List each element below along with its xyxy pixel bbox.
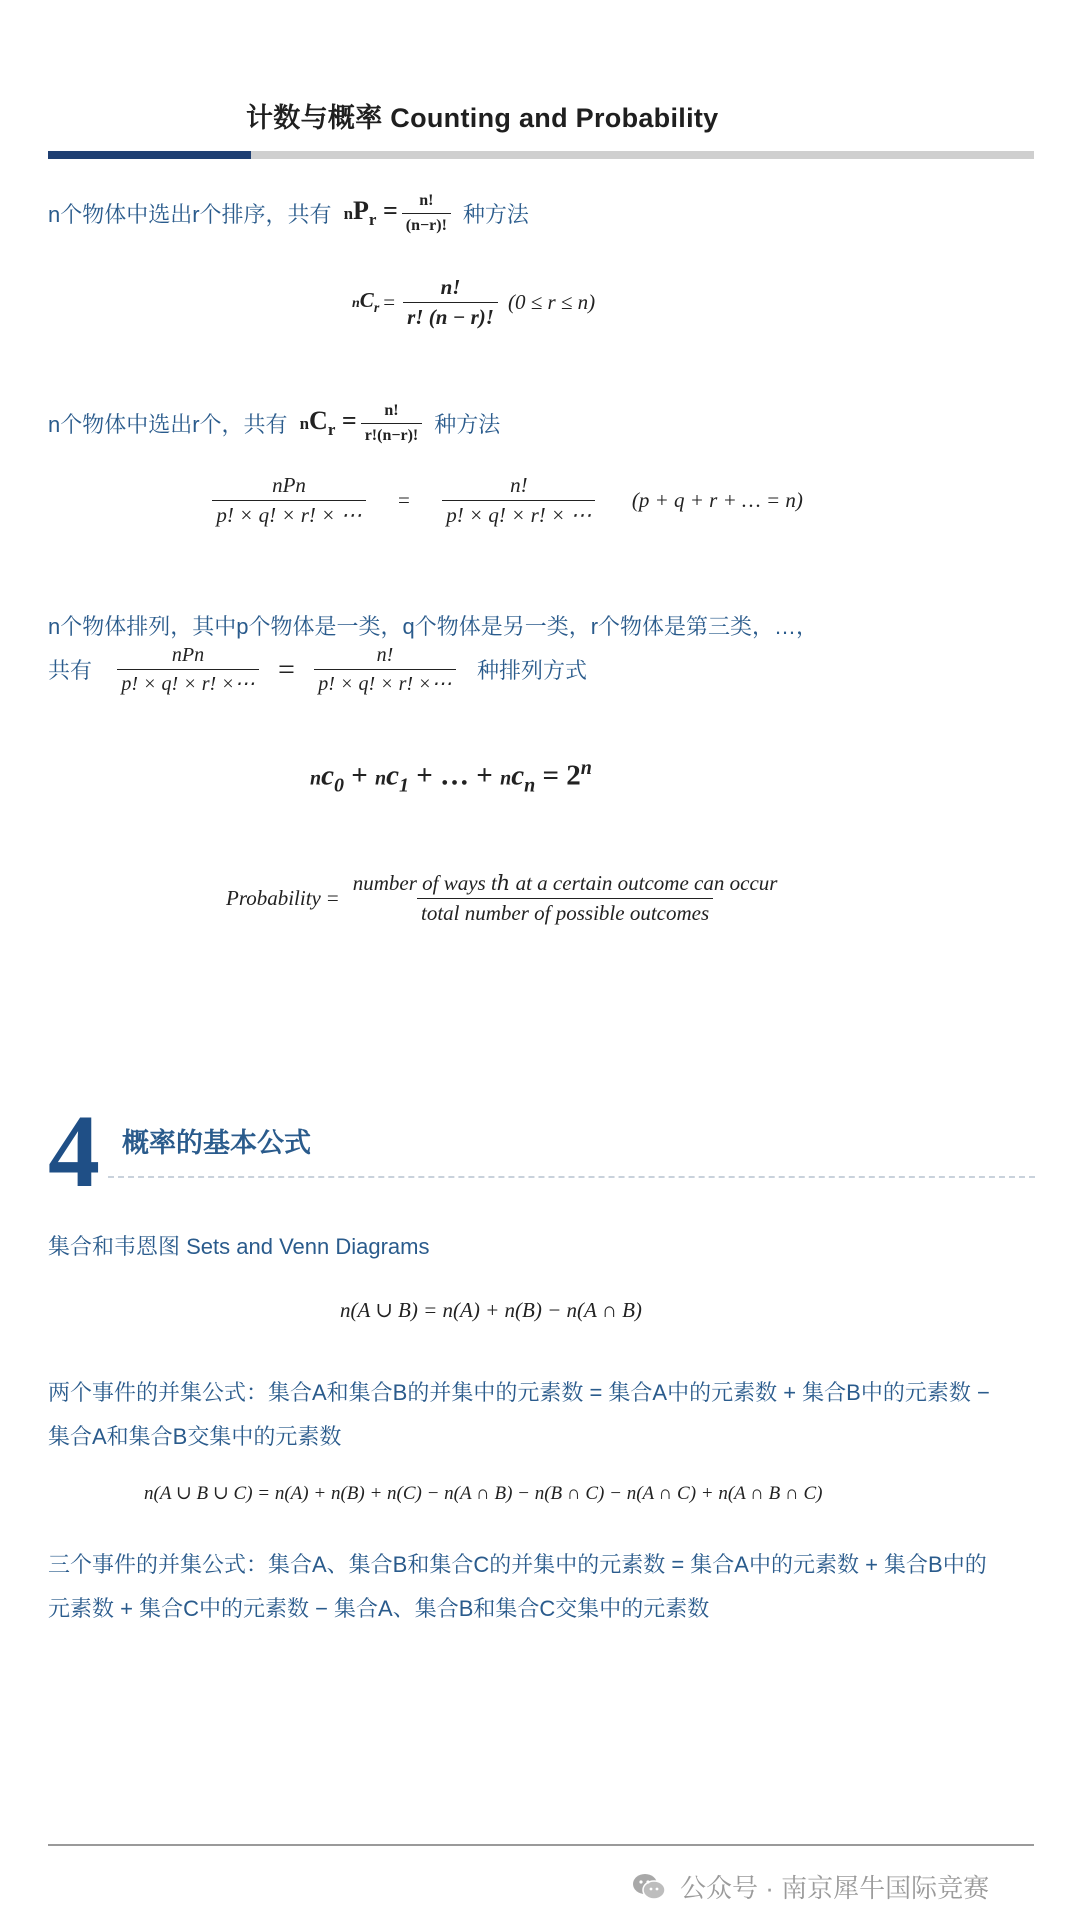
combination-line bbox=[48, 402, 500, 444]
multiset-line: 共有 $\frac{\text{nPn}}{p! \times q! \times r! \times\cdots}$ = $\frac{n!}{p! \times q! \times r! \times\cdots}$ 种排列方式 bbox=[48, 644, 587, 695]
footer bbox=[632, 1868, 989, 1905]
permutation-fraction: $\frac{n!}{(n-r)!}$ bbox=[402, 192, 451, 234]
union-two-description-1: 两个事件的并集公式：集合A和集合B的并集中的元素数 = 集合A中的元素数 + 集合B中的元素数 − bbox=[48, 1380, 990, 1405]
combination-intro: n个物体中选出r个，共有 bbox=[48, 411, 288, 437]
probability-formula: Probability = $\frac{\text{number of ways tℎ at a certain outcome can occur}}{\text{total number of possible outcomes}}$ bbox=[226, 872, 785, 925]
permutation-intro: n个物体中选出r个排序，共有 bbox=[48, 201, 332, 227]
header-rule bbox=[251, 151, 1034, 159]
wechat-icon bbox=[632, 1873, 666, 1901]
combination-symbol: $nC_r$ = bbox=[299, 406, 357, 440]
multiset-suffix: 种排列方式 bbox=[476, 658, 587, 683]
combination-suffix: 种方法 bbox=[434, 411, 501, 437]
combination-formula-fraction: $\frac{n!}{r! (n - r)!}$ bbox=[403, 276, 498, 329]
sets-heading: 集合和韦恩图 Sets and Venn Diagrams bbox=[48, 1234, 430, 1259]
permutation-symbol: $nP_r$ = bbox=[343, 196, 398, 230]
union-two-formula: n(A ∪ B) = n(A) + n(B) − n(A ∩ B) bbox=[340, 1298, 642, 1322]
multiset-fraction-2: $\frac{n!}{p! \times q! \times r! \times\cdots}$ bbox=[305, 644, 465, 695]
multiset-prefix: 共有 bbox=[48, 658, 93, 683]
binomial-sum-formula: $nc_0 + nc_1$ + … + $nc_n = 2^n$ bbox=[310, 757, 592, 797]
multiset-condition: (p + q + r + … = n) bbox=[631, 488, 803, 513]
multiset-formula-fraction-2: $\frac{n!}{p! \times q! \times r! \times \cdots}$ bbox=[418, 474, 620, 527]
footer-text: 公众号 · 南京犀牛国际竞赛 bbox=[680, 1873, 990, 1903]
combination-fraction: $\frac{n!}{r!(n-r)!}$ bbox=[361, 402, 423, 444]
union-two-description-2: 集合A和集合B交集中的元素数 bbox=[48, 1424, 342, 1449]
multiset-formula-fraction-1: $\frac{\text{nPn}}{p! \times q! \times r! \times \cdots}$ bbox=[188, 474, 390, 527]
multiset-description: n个物体排列，其中p个物体是一类，q个物体是另一类，r个物体是第三类，…， bbox=[48, 614, 819, 639]
combination-formula: $nC_r$ = $\frac{n!}{r! (n - r)!}$ (0 ≤ r ≤ n) bbox=[352, 275, 596, 330]
union-three-formula: n(A ∪ B ∪ C) = n(A) + n(B) + n(C) − n(A ∩ B) − n(B ∩ C) − n(A ∩ C) + n(A ∩ B ∩ C) bbox=[144, 1483, 823, 1504]
section-divider bbox=[108, 1176, 1035, 1178]
union-three-description-1: 三个事件的并集公式：集合A、集合B和集合C的并集中的元素数 = 集合A中的元素数 + 集合B中的 bbox=[48, 1552, 987, 1577]
multiset-fraction-1: $\frac{\text{nPn}}{p! \times q! \times r! \times\cdots}$ bbox=[108, 644, 268, 695]
probability-fraction: $\frac{\text{number of ways tℎ at a certain outcome can occur}}{\text{total number of possible outcomes}}$ bbox=[352, 871, 778, 926]
section-title: 概率的基本公式 bbox=[122, 1128, 311, 1158]
probability-label: Probability bbox=[226, 886, 321, 911]
header-rule-accent bbox=[48, 151, 251, 159]
combination-condition: (0 ≤ r ≤ n) bbox=[507, 290, 596, 315]
multiset-formula: $\frac{\text{nPn}}{p! \times q! \times r! \times \cdots}$ = $\frac{n!}{p! \times q! \times r! \times \cdots}$ (p + q + r + … = n) bbox=[184, 474, 803, 527]
section-number: 4 bbox=[48, 1094, 100, 1209]
permutation-line bbox=[48, 192, 529, 234]
permutation-suffix: 种方法 bbox=[462, 201, 529, 227]
page-title: 计数与概率 Counting and Probability bbox=[246, 103, 719, 133]
union-three-description-2: 元素数 + 集合C中的元素数 − 集合A、集合B和集合C交集中的元素数 bbox=[48, 1596, 710, 1621]
footer-rule bbox=[48, 1844, 1034, 1846]
